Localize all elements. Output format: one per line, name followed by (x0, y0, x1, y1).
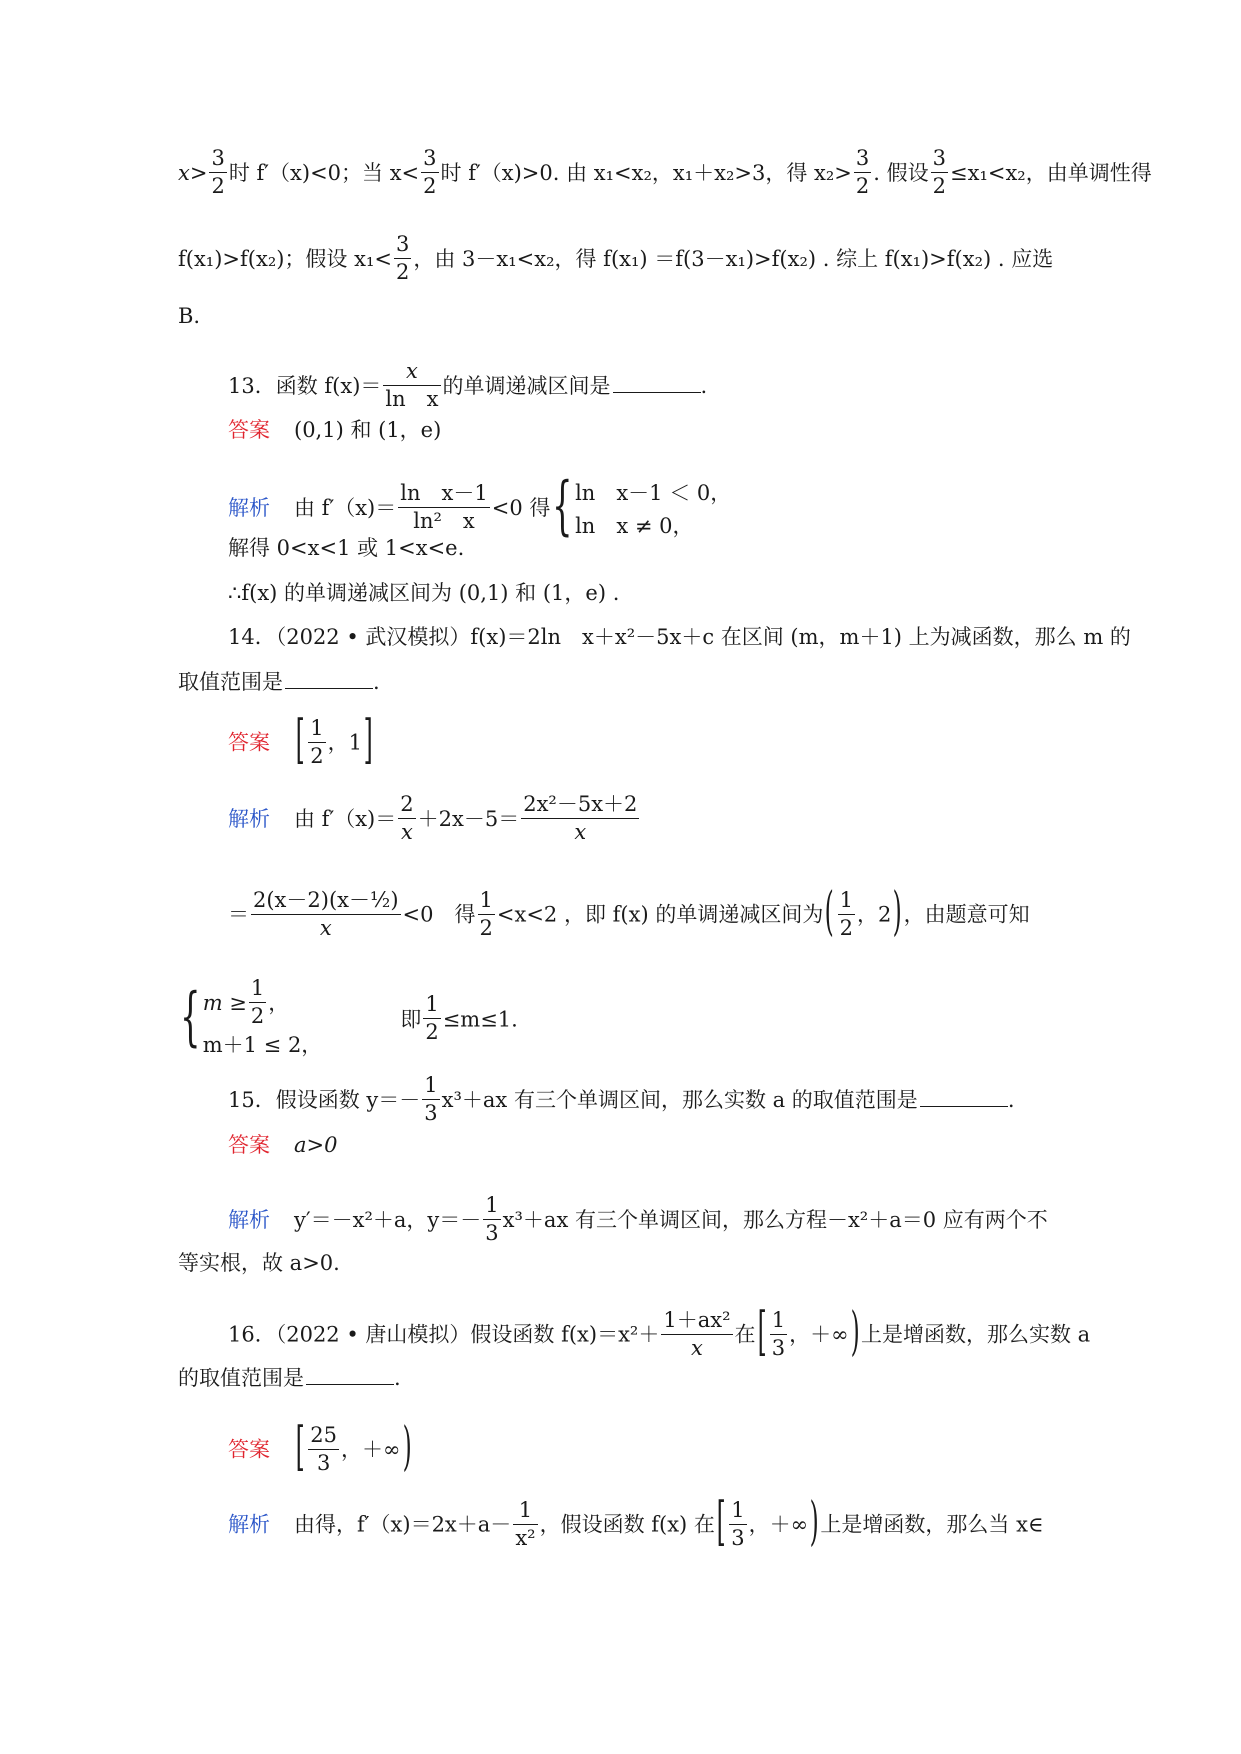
fraction: $\frac{25}{3}$ (310, 1422, 338, 1475)
analysis-tag: 解析 (228, 1208, 270, 1232)
question-13: 13．函数 f(x)＝ $\frac{x}{\text{ln x}}$ 的单调递减区间是 . (228, 359, 708, 411)
answer-tag: 答案 (228, 1133, 270, 1157)
q13-analysis: 解析 由 f′（x)＝ $\frac{\text{ln x－1}}{\text{ln² x}}$ <0 得{ ln x－1 ＜ 0， ln x ≠ 0， (228, 468, 732, 543)
fraction: $\frac{1}{2}$ (479, 887, 493, 940)
continuation-line-3: B. (178, 304, 201, 328)
q15-answer: 答案 a>0 (228, 1133, 338, 1157)
fraction: $\frac{\text{2x²－5x＋2}}{x}$ (523, 792, 638, 844)
fraction: $\frac{3}{2}$ (932, 146, 947, 198)
q16-analysis: 解析 由得，f′（x)＝2x＋a－ $\frac{1}{\text{x²}}$ ，假设函数 f(x) 在[ $\frac{1}{3}$ ，＋∞)上是增函数，那么当 x∈ (228, 1492, 1044, 1552)
q14-analysis-line-3: { m ≥ $\frac{1}{2}$ ， m＋1 ≤ 2， 即 $\frac{1}{2}$ ≤m≤1. (178, 980, 518, 1062)
answer-blank (613, 390, 701, 393)
answer-blank (920, 1104, 1008, 1107)
fraction: $\frac{1}{2}$ (250, 976, 265, 1028)
q14-analysis-line-2: ＝ $\frac{\text{2(x－2)(x－½)}}{x}$ <0 得 $\frac{1}{2}$ <x<2 ，即 f(x) 的单调递减区间为( $\frac{1}{2}$ ，2)，由题意可知 (228, 882, 1030, 942)
system-brace: { (552, 468, 573, 543)
fraction: $\frac{1}{\text{x²}}$ (515, 1497, 536, 1550)
q13-analysis-line-2: 解得 0<x<1 或 1<x<e. (228, 536, 465, 560)
continuation-line-1: x> $\frac{3}{2}$ 时 f′（x)<0；当 x< $\frac{3}{2}$ 时 f′（x)>0. 由 x₁<x₂，x₁＋x₂>3，得 x₂> $\frac{3}{2}$ . 假设 $\frac{3}{2}$ ≤x₁<x₂，由单调性得 (178, 146, 1152, 198)
q13-analysis-line-3: ∴f(x) 的单调递减区间为 (0,1) 和 (1，e) . (228, 581, 620, 605)
fraction: $\frac{2}{x}$ (400, 792, 414, 844)
system-brace: { (180, 979, 201, 1054)
fraction: $\frac{3}{2}$ (423, 146, 437, 198)
answer-blank (285, 686, 373, 689)
question-15: 15．假设函数 y＝－ $\frac{1}{3}$ x³＋ax 有三个单调区间，那么实数 a 的取值范围是 . (228, 1073, 1015, 1125)
fraction: $\frac{\text{1＋ax²}}{x}$ (663, 1307, 731, 1360)
fraction: $\frac{1}{3}$ (485, 1193, 499, 1245)
q15-analysis: 解析 y′＝－x²＋a，y＝－ $\frac{1}{3}$ x³＋ax 有三个单调区间，那么方程－x²＋a＝0 应有两个不 (228, 1193, 1048, 1245)
fraction: $\frac{1}{2}$ (425, 992, 439, 1045)
fraction: $\frac{1}{3}$ (424, 1073, 438, 1125)
fraction: $\frac{\text{2(x－2)(x－½)}}{x}$ (253, 887, 399, 940)
answer-blank (306, 1382, 394, 1385)
fraction: $\frac{3}{2}$ (211, 146, 225, 198)
continuation-line-2: f(x₁)>f(x₂)；假设 x₁< $\frac{3}{2}$ ，由 3－x₁<x₂，得 f(x₁) ＝f(3－x₁)>f(x₂) . 综上 f(x₁)>f(x₂) . 应选 (178, 232, 1054, 284)
fraction: $\frac{1}{3}$ (771, 1307, 786, 1360)
q15-analysis-line-2: 等实根，故 a>0. (178, 1251, 340, 1275)
question-16-line-2: 的取值范围是 . (178, 1366, 401, 1390)
analysis-tag: 解析 (228, 807, 270, 831)
fraction: $\frac{3}{2}$ (855, 146, 870, 198)
fraction: $\frac{x}{\text{ln x}}$ (385, 359, 439, 411)
answer-tag: 答案 (228, 730, 270, 755)
q14-answer: 答案 [ $\frac{1}{2}$ ，1] (228, 710, 373, 770)
q16-answer: 答案 [ $\frac{25}{3}$ ，＋∞) (228, 1417, 412, 1477)
fraction: $\frac{3}{2}$ (395, 232, 410, 284)
inequality-system: m ≥ $\frac{1}{2}$ ， m＋1 ≤ 2， (202, 976, 323, 1057)
question-14: 14．（2022 • 武汉模拟）f(x)＝2ln x＋x²－5x＋c 在区间 (m，m＋1) 上为减函数，那么 m 的 (228, 625, 1131, 649)
fraction: $\frac{1}{2}$ (310, 715, 324, 768)
fraction: $\frac{1}{2}$ (839, 887, 853, 940)
analysis-tag: 解析 (228, 496, 270, 521)
analysis-tag: 解析 (228, 1512, 270, 1537)
q13-answer: 答案 (0,1) 和 (1，e) (228, 418, 442, 442)
question-14-line-2: 取值范围是 . (178, 670, 380, 694)
fraction: $\frac{1}{3}$ (731, 1497, 745, 1550)
fraction: $\frac{\text{ln x－1}}{\text{ln² x}}$ (400, 481, 488, 534)
question-16: 16．（2022 • 唐山模拟）假设函数 f(x)＝x²＋ $\frac{\text{1＋ax²}}{x}$ 在[ $\frac{1}{3}$ ，＋∞)上是增函数，那么实数 a (228, 1302, 1091, 1362)
q14-analysis: 解析 由 f′（x)＝ $\frac{2}{x}$ ＋2x－5＝ $\frac{\text{2x²－5x＋2}}{x}$ (228, 792, 638, 844)
inequality-system: ln x－1 ＜ 0， ln x ≠ 0， (575, 481, 732, 538)
answer-tag: 答案 (228, 1437, 270, 1462)
answer-tag: 答案 (228, 418, 270, 442)
